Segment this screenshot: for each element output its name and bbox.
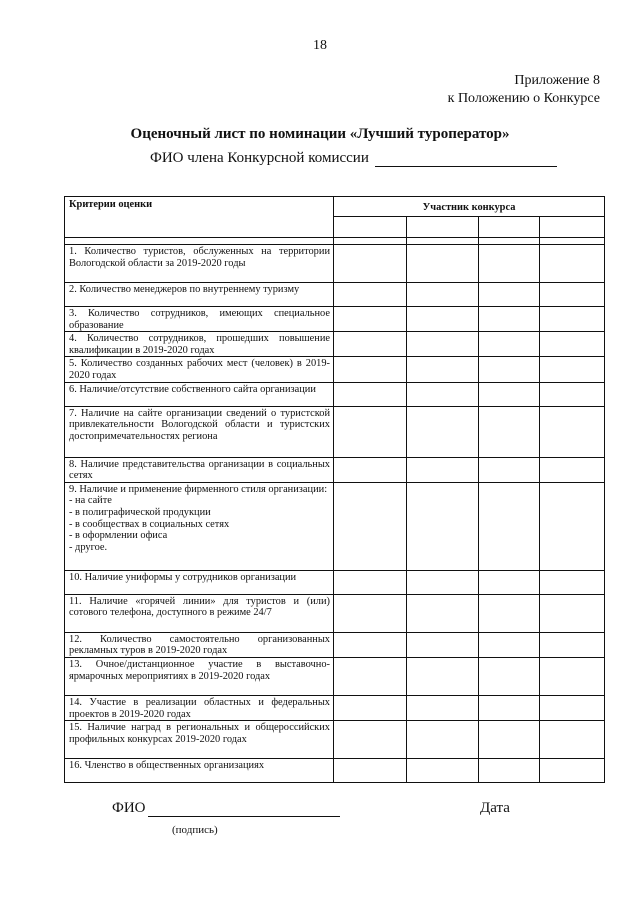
criteria-text-line: - другое.	[69, 541, 108, 553]
score-table	[64, 196, 605, 783]
criteria-cell	[65, 406, 334, 457]
score-cell[interactable]	[334, 482, 407, 570]
score-cell[interactable]	[407, 657, 479, 695]
criteria-text-line: 6. Наличие/отсутствие собственного сайта организации	[69, 383, 316, 395]
spacer-row	[65, 238, 605, 245]
score-cell[interactable]	[334, 307, 407, 332]
score-cell[interactable]	[540, 482, 605, 570]
score-cell[interactable]	[479, 245, 540, 283]
criteria-text-line: 13. Очное/дистанционное участие в выставочно-ярмарочных мероприятиях в 2019-2020 годах	[69, 658, 330, 682]
criteria-text-line: - в оформлении офиса	[69, 530, 168, 542]
score-cell[interactable]	[540, 594, 605, 632]
score-cell[interactable]	[540, 406, 605, 457]
criteria-cell	[65, 594, 334, 632]
score-cell[interactable]	[334, 457, 407, 482]
score-cell[interactable]	[407, 382, 479, 406]
criteria-row	[65, 357, 605, 382]
score-cell[interactable]	[334, 594, 407, 632]
spacer-cell	[65, 238, 334, 245]
score-cell[interactable]	[540, 721, 605, 759]
criteria-column-header: Критерии оценки	[65, 197, 334, 238]
commission-member-label: ФИО члена Конкурсной комиссии	[150, 150, 369, 166]
score-cell[interactable]	[479, 406, 540, 457]
criteria-text-line: - на сайте	[69, 495, 112, 507]
score-cell[interactable]	[407, 721, 479, 759]
score-cell[interactable]	[334, 657, 407, 695]
criteria-text-line: 16. Членство в общественных организациях	[69, 760, 265, 772]
criteria-cell	[65, 695, 334, 720]
criteria-text-line: 10. Наличие униформы у сотрудников организации	[69, 571, 297, 583]
criteria-text-line: 1. Количество туристов, обслуженных на территории Вологодской области за 2019-2020 годы	[69, 246, 330, 269]
score-cell[interactable]	[334, 283, 407, 307]
spacer-cell	[407, 238, 479, 245]
score-cell[interactable]	[540, 307, 605, 332]
criteria-row	[65, 721, 605, 759]
score-cell[interactable]	[479, 457, 540, 482]
criteria-cell	[65, 357, 334, 382]
score-cell[interactable]	[407, 594, 479, 632]
criteria-row	[65, 632, 605, 657]
criteria-row	[65, 245, 605, 283]
score-cell[interactable]	[479, 695, 540, 720]
criteria-cell	[65, 332, 334, 357]
participant-column-header: Участник конкурса	[334, 197, 605, 217]
criteria-cell	[65, 570, 334, 594]
criteria-text-line: 9. Наличие и применение фирменного стиля организации:	[69, 483, 328, 495]
spacer-cell	[479, 238, 540, 245]
criteria-cell	[65, 482, 334, 570]
score-cell[interactable]	[479, 721, 540, 759]
score-cell[interactable]	[407, 759, 479, 783]
score-cell[interactable]	[407, 482, 479, 570]
score-cell[interactable]	[479, 759, 540, 783]
score-cell[interactable]	[540, 695, 605, 720]
score-cell[interactable]	[540, 332, 605, 357]
criteria-text-line: 12. Количество самостоятельно организованных рекламных туров в 2019-2020 годах	[69, 633, 330, 657]
criteria-text-line: - в сообществах в социальных сетях	[69, 518, 230, 530]
criteria-text-line: 3. Количество сотрудников, имеющих специальное образование	[69, 308, 330, 331]
score-cell[interactable]	[479, 307, 540, 332]
table-header-row	[65, 197, 605, 217]
score-cell[interactable]	[407, 570, 479, 594]
criteria-row	[65, 283, 605, 307]
criteria-row	[65, 482, 605, 570]
signature-line	[148, 816, 340, 817]
score-cell[interactable]	[334, 357, 407, 382]
score-cell[interactable]	[479, 632, 540, 657]
criteria-text-line: 5. Количество созданных рабочих мест (человек) в 2019-2020 годах	[69, 358, 330, 381]
score-cell[interactable]	[407, 406, 479, 457]
criteria-text-line: 15. Наличие наград в региональных и общероссийских профильных конкурсах 2019-2020 годах	[69, 722, 330, 745]
criteria-row	[65, 307, 605, 332]
participant-subcell	[334, 217, 407, 238]
criteria-text-line: 2. Количество менеджеров по внутреннему туризму	[69, 284, 300, 295]
score-cell[interactable]	[334, 632, 407, 657]
score-cell[interactable]	[334, 406, 407, 457]
score-cell[interactable]	[540, 570, 605, 594]
score-cell[interactable]	[540, 382, 605, 406]
spacer-cell	[540, 238, 605, 245]
spacer-cell	[334, 238, 407, 245]
score-cell[interactable]	[334, 759, 407, 783]
appendix-header	[448, 72, 600, 108]
score-cell[interactable]	[407, 283, 479, 307]
date-label: Дата	[480, 800, 510, 816]
criteria-text-line: 4. Количество сотрудников, прошедших повышение квалификации в 2019-2020 годах	[69, 333, 330, 356]
score-cell[interactable]	[479, 657, 540, 695]
score-cell[interactable]	[479, 594, 540, 632]
criteria-text-line: 14. Участие в реализации областных и федеральных проектов в 2019-2020 годах	[69, 696, 330, 720]
criteria-text-line: 11. Наличие «горячей линии» для туристов и (или) сотового телефона, доступного в режиме 24/7	[69, 595, 330, 619]
score-cell[interactable]	[407, 632, 479, 657]
criteria-row	[65, 570, 605, 594]
score-cell[interactable]	[334, 332, 407, 357]
score-cell[interactable]	[540, 245, 605, 283]
criteria-row	[65, 457, 605, 482]
participant-subcell	[407, 217, 479, 238]
score-table-body	[65, 197, 605, 783]
criteria-row	[65, 382, 605, 406]
score-cell[interactable]	[479, 382, 540, 406]
criteria-row	[65, 657, 605, 695]
score-cell[interactable]	[407, 307, 479, 332]
score-cell[interactable]	[407, 245, 479, 283]
criteria-row	[65, 695, 605, 720]
criteria-row	[65, 332, 605, 357]
criteria-row	[65, 594, 605, 632]
score-cell[interactable]	[334, 245, 407, 283]
criteria-cell	[65, 721, 334, 759]
participant-subcell	[540, 217, 605, 238]
score-cell[interactable]	[540, 283, 605, 307]
signature-hint: (подпись)	[172, 824, 218, 836]
score-cell[interactable]	[334, 695, 407, 720]
score-cell[interactable]	[540, 357, 605, 382]
criteria-cell	[65, 307, 334, 332]
criteria-cell	[65, 245, 334, 283]
score-cell[interactable]	[407, 457, 479, 482]
criteria-cell	[65, 382, 334, 406]
criteria-cell	[65, 759, 334, 783]
score-cell[interactable]	[479, 283, 540, 307]
criteria-text-line: - в полиграфической продукции	[69, 506, 211, 518]
document-title: Оценочный лист по номинации «Лучший туроператор»	[130, 126, 510, 142]
criteria-cell	[65, 657, 334, 695]
score-cell[interactable]	[540, 457, 605, 482]
commission-member-field	[150, 150, 557, 167]
score-cell[interactable]	[407, 695, 479, 720]
score-cell[interactable]	[334, 570, 407, 594]
score-cell[interactable]	[540, 657, 605, 695]
criteria-text-line: 8. Наличие представительства организации в социальных сетях	[69, 458, 330, 482]
score-cell[interactable]	[540, 759, 605, 783]
criteria-cell	[65, 632, 334, 657]
page-number: 18	[313, 38, 327, 53]
appendix-line-1: Приложение 8	[514, 73, 600, 88]
score-cell[interactable]	[479, 482, 540, 570]
criteria-cell	[65, 457, 334, 482]
criteria-text-line: 7. Наличие на сайте организации сведений о туристской привлекательности Вологодской области и туристских достопримечательностях региона	[69, 407, 330, 442]
participant-subcell	[479, 217, 540, 238]
criteria-cell	[65, 283, 334, 307]
criteria-row	[65, 759, 605, 783]
commission-member-blank-line	[375, 152, 557, 167]
fio-label: ФИО	[112, 800, 146, 816]
score-cell[interactable]	[479, 357, 540, 382]
score-cell[interactable]	[479, 570, 540, 594]
score-cell[interactable]	[334, 382, 407, 406]
score-cell[interactable]	[407, 332, 479, 357]
appendix-line-2: к Положению о Конкурсе	[447, 91, 600, 106]
score-cell[interactable]	[334, 721, 407, 759]
criteria-row	[65, 406, 605, 457]
score-cell[interactable]	[540, 632, 605, 657]
score-cell[interactable]	[407, 357, 479, 382]
score-cell[interactable]	[479, 332, 540, 357]
